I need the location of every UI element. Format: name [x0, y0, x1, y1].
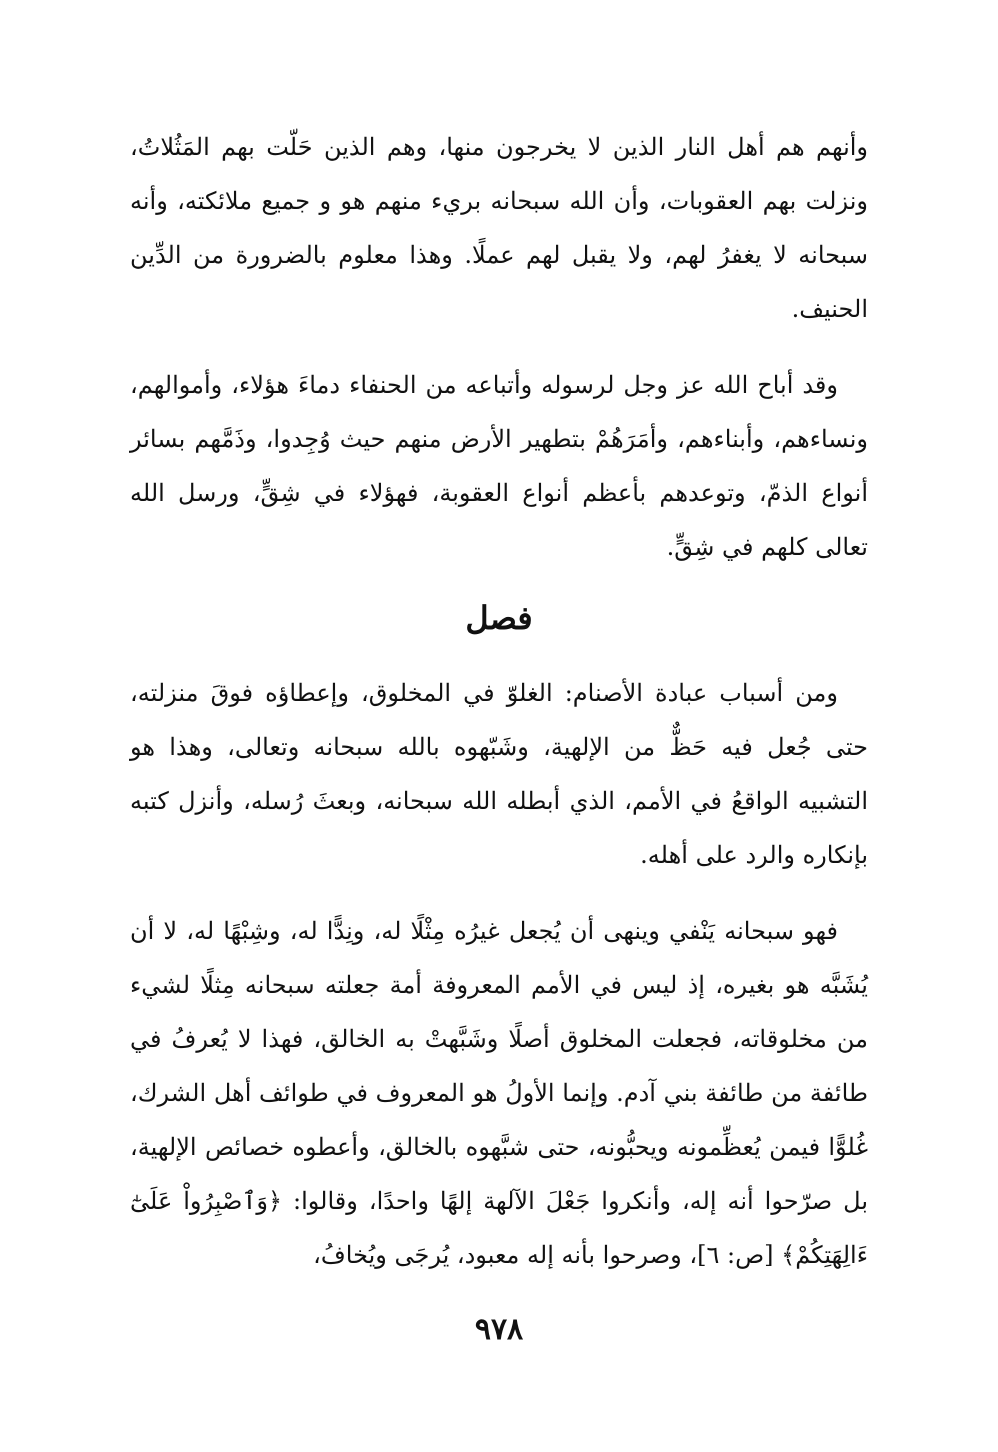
paragraph-4: فهو سبحانه يَنْفي وينهى أن يُجعل غيرُه مِثْلًا له، ونِدًّا له، وشِبْهًا له، لا أن يُشَبَّه هو بغيره، إذ ليس في الأمم المعروفة أمة جعلته سبحانه مِثلًا لشيء من مخلوقاته، فجعلت المخلوق أصلًا وشَبَّهتْ به الخالق، فهذا لا يُعرفُ في طائفة من طائفة بني آدم. وإنما الأولُ هو المعروف في طوائف أهل الشرك، غُلوًّا فيمن يُعظِّمونه ويحبُّونه، حتى شبَّهوه بالخالق، وأعطوه خصائص الإلهية، بل صرّحوا أنه إله، وأنكروا جَعْلَ الآلهة إلهًا واحدًا، وقالوا: ﴿وَٱصْبِرُواْ عَلَىٰٓ ءَالِهَتِكُمْ﴾ [ص: ٦]، وصرحوا بأنه إله معبود، يُرجَى ويُخافُ،	[130, 917, 868, 1269]
paragraph-1: وأنهم هم أهل النار الذين لا يخرجون منها، وهم الذين حَلّت بهم المَثُلاتُ، ونزلت بهم العقوبات، وأن الله سبحانه بريء منهم هو و جميع ملائكته، وأنه سبحانه لا يغفرُ لهم، ولا يقبل لهم عملًا. وهذا معلوم بالضرورة من الدِّين الحنيف.	[130, 133, 868, 323]
page-number: ٩٧٨	[474, 1312, 524, 1347]
paragraph-gap	[130, 336, 868, 358]
page-body	[130, 120, 868, 1282]
paragraph-3: ومن أسباب عبادة الأصنام: الغلوّ في المخلوق، وإعطاؤه فوقَ منزلته، حتى جُعل فيه حَظٌّ من الإلهية، وشَبّهوه بالله سبحانه وتعالى، وهذا هو التشبيه الواقعُ في الأمم، الذي أبطله الله سبحانه، وبعثَ رُسله، وأنزل كتبه بإنكاره والرد على أهله.	[130, 679, 868, 869]
section-heading: فصل	[465, 599, 533, 637]
paragraph-gap	[130, 882, 868, 904]
paragraph-2: وقد أباح الله عز وجل لرسوله وأتباعه من الحنفاء دماءَ هؤلاء، وأموالهم، ونساءهم، وأبناءهم، وأمَرَهُمْ بتطهير الأرض منهم حيث وُجِدوا، وذَمَّهم بسائر أنواع الذمّ، وتوعدهم بأعظم أنواع العقوبة، فهؤلاء في شِقٍّ، ورسل الله تعالى كلهم في شِقٍّ.	[130, 371, 868, 561]
